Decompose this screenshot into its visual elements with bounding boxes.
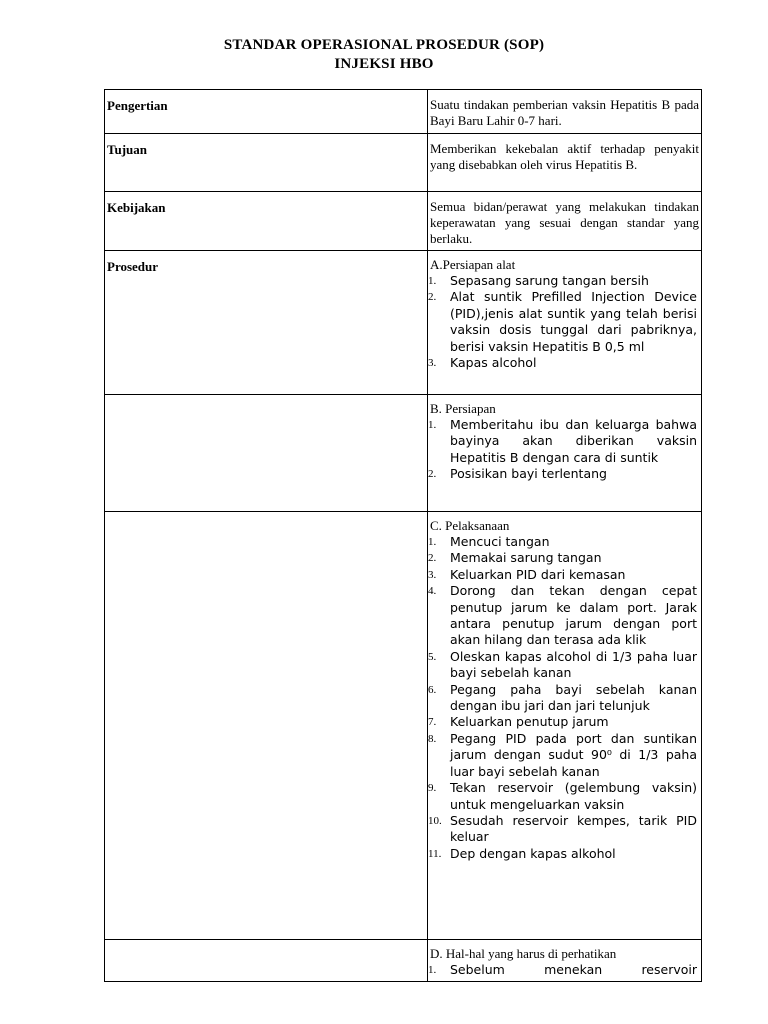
list-item-text: Sepasang sarung tangan bersih [450, 273, 649, 288]
list-item-text: Posisikan bayi terlentang [450, 466, 607, 482]
list-item-number: 9. [428, 782, 437, 795]
list-item-number: 1. [428, 275, 437, 287]
section-b-list [428, 417, 701, 483]
list-item [428, 534, 697, 550]
sop-table [104, 89, 702, 982]
section-a-heading: A.Persiapan alat [430, 257, 516, 272]
row-kebijakan [105, 192, 702, 251]
list-item-text: Memakai sarung tangan [450, 550, 602, 566]
list-item-number: 10. [428, 814, 442, 827]
section-c-heading: C. Pelaksanaan [430, 518, 510, 533]
list-item [428, 962, 697, 978]
list-item-text: Memberitahu ibu dan keluarga bahwa bayinya akan diberikan vaksin Hepatitis B dengan cara di suntik [450, 417, 697, 465]
row-prosedur-b [105, 395, 702, 512]
list-item [428, 813, 697, 846]
section-c-list [428, 534, 701, 862]
list-item-text: Kapas alcohol [450, 355, 537, 371]
list-item-number: 2. [428, 552, 437, 565]
row-prosedur-d [105, 940, 702, 982]
list-item [428, 289, 697, 355]
section-d-list [428, 962, 701, 978]
list-item-text: Mencuci tangan [450, 534, 550, 549]
list-item-text: Alat suntik Prefilled Injection Device (PID),jenis alat suntik yang telah berisi vaksin dosis tunggal dari pabriknya, berisi vaksin Hepatitis B 0,5 ml [450, 289, 697, 354]
list-item [428, 682, 697, 715]
document-title: STANDAR OPERASIONAL PROSEDUR (SOP) [223, 37, 545, 53]
label-tujuan: Tujuan [107, 142, 147, 157]
list-item-text: Pegang paha bayi sebelah kanan dengan ibu jari dan jari telunjuk [450, 681, 697, 714]
list-item-text: Keluarkan PID dari kemasan [450, 566, 626, 582]
list-item-text: Oleskan kapas alcohol di 1/3 paha luar bayi sebelah kanan [450, 648, 697, 681]
list-item [428, 649, 697, 682]
value-tujuan: Memberikan kekebalan aktif terhadap penyakit yang disebabkan oleh virus Hepatitis B. [430, 141, 699, 172]
row-prosedur-c [105, 512, 702, 940]
list-item [428, 846, 697, 862]
label-prosedur: Prosedur [107, 259, 159, 274]
list-item-number: 4. [428, 585, 437, 598]
list-item-text: Sebelum menekan reservoir [450, 962, 697, 977]
list-item-text: Pegang PID pada port dan suntikan jarum dengan sudut 90⁰ di 1/3 paha luar bayi sebelah kanan [450, 730, 697, 779]
document-subtitle: INJEKSI HBO [334, 56, 434, 72]
list-item-text: Dep dengan kapas alkohol [450, 845, 616, 861]
list-item-number: 2. [428, 468, 437, 481]
value-kebijakan: Semua bidan/perawat yang melakukan tindakan keperawatan yang sesuai dengan standar yang berlaku. [430, 199, 699, 246]
list-item-text: Tekan reservoir (gelembung vaksin) untuk mengeluarkan vaksin [450, 780, 697, 812]
section-a-list [428, 273, 701, 371]
list-item-number: 3. [428, 357, 437, 370]
list-item-number: 2. [428, 291, 437, 304]
section-b-heading: B. Persiapan [430, 401, 496, 416]
list-item [428, 417, 697, 466]
value-pengertian: Suatu tindakan pemberian vaksin Hepatitis B pada Bayi Baru Lahir 0-7 hari. [430, 97, 699, 128]
row-pengertian [105, 90, 702, 134]
list-item [428, 714, 697, 730]
row-tujuan [105, 134, 702, 192]
list-item [428, 567, 697, 583]
list-item-number: 1. [428, 536, 437, 548]
list-item-number: 5. [428, 650, 437, 663]
list-item [428, 273, 697, 289]
list-item [428, 731, 697, 780]
list-item-number: 8. [428, 732, 437, 745]
list-item-number: 11. [428, 847, 442, 860]
list-item [428, 355, 697, 371]
list-item-number: 3. [428, 568, 437, 581]
list-item [428, 780, 697, 813]
list-item-number: 7. [428, 716, 437, 729]
label-kebijakan: Kebijakan [107, 200, 166, 215]
list-item-number: 1. [428, 419, 437, 431]
list-item-text: Keluarkan penutup jarum [450, 714, 609, 730]
label-pengertian: Pengertian [107, 98, 168, 113]
list-item [428, 583, 697, 649]
list-item-text: Dorong dan tekan dengan cepat penutup jarum ke dalam port. Jarak antara penutup jarum dengan port akan hilang dan terasa ada klik [450, 583, 697, 648]
row-prosedur-a [105, 251, 702, 395]
section-d-heading: D. Hal-hal yang harus di perhatikan [430, 946, 617, 961]
list-item-number: 1. [428, 964, 437, 976]
list-item [428, 550, 697, 566]
list-item-number: 6. [428, 683, 437, 696]
list-item-text: Sesudah reservoir kempes, tarik PID keluar [450, 812, 697, 845]
list-item [428, 466, 697, 482]
